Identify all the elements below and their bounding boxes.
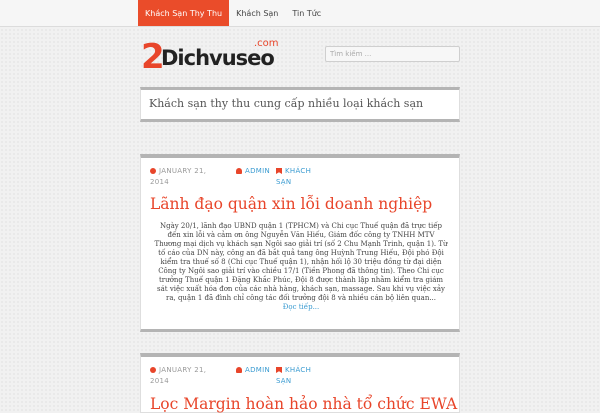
post-excerpt-text: Ngày 20/1, lãnh đạo UBND quận 1 (TPHCM) và Chi cục Thuế quận đã trực tiếp đến xin lỗi và cảm ơn ông Nguyễn Văn Hiếu, Giám đốc công ty TNHH MTV Thương mại dịch vụ khách sạn Ngôi sao giải trí (số 2 Chu Mạnh Trinh, quận 1). Từ tố cáo của DN này, công an đã bắt quả tang ông Huỳnh Trung Hiếu, Đội phó Đội kiểm tra thuế số 8 (Chi cục Thuế quận 1), nhận hối lộ 30 triệu đồng từ đại diện Công ty Ngôi sao giải trí vào chiều 17/1 (Tiền Phong đã thông tin). Theo Chi cục trưởng Thuế quận 1 Đặng Khắc Phúc, Đội 8 được thành lập nhằm kiểm tra giám sát việc xuất hóa đơn của các nhà hàng, khách sạn, massage. Sau khi vụ việc xảy ra, quận 1 đã đình chỉ công tác đối trưởng đội 8 và nhiều cán bộ liên quan... bbox=[154, 222, 448, 302]
user-icon bbox=[236, 367, 242, 373]
post-title[interactable]: Lọc Margin hoàn hảo nhà tổ chức EWA bbox=[150, 395, 458, 413]
post-category-link[interactable]: KHÁCH bbox=[285, 366, 312, 374]
site-logo[interactable] bbox=[141, 38, 281, 76]
post-category-link-cont[interactable]: SẠN bbox=[276, 178, 292, 186]
post-date-line1: JANUARY 21, bbox=[159, 366, 207, 374]
post-date bbox=[150, 166, 220, 188]
read-more-link[interactable]: Đọc tiếp... bbox=[282, 303, 320, 311]
post-excerpt bbox=[153, 222, 449, 312]
logo-wordmark: Dichvuseo bbox=[161, 46, 274, 70]
post-title[interactable]: Lãnh đạo quận xin lỗi doanh nghiệp bbox=[150, 195, 433, 213]
nav-item-khach-san-thy-thu[interactable]: Khách Sạn Thy Thu bbox=[138, 0, 229, 26]
logo-numeral: 2 bbox=[141, 37, 163, 77]
post-category bbox=[276, 166, 326, 188]
post-card bbox=[140, 353, 460, 413]
clock-icon bbox=[150, 168, 156, 174]
main-nav bbox=[138, 0, 328, 26]
post-author bbox=[236, 166, 270, 177]
post-category-link-cont[interactable]: SẠN bbox=[276, 377, 292, 385]
post-author bbox=[236, 365, 270, 376]
post-author-link[interactable]: ADMIN bbox=[245, 167, 271, 175]
post-date-line2: 2014 bbox=[150, 178, 170, 186]
post-author-link[interactable]: ADMIN bbox=[245, 366, 271, 374]
post-category bbox=[276, 365, 326, 387]
nav-item-tin-tuc[interactable]: Tin Tức bbox=[292, 9, 322, 18]
user-icon bbox=[236, 168, 242, 174]
clock-icon bbox=[150, 367, 156, 373]
post-category-link[interactable]: KHÁCH bbox=[285, 167, 312, 175]
top-bar bbox=[0, 0, 600, 27]
site-banner bbox=[140, 87, 460, 122]
post-card bbox=[140, 154, 460, 332]
post-date-line2: 2014 bbox=[150, 377, 170, 385]
nav-item-khach-san[interactable]: Khách Sạn bbox=[236, 9, 279, 18]
logo-domain-suffix: .com bbox=[254, 38, 279, 49]
post-date-line1: JANUARY 21, bbox=[159, 167, 207, 175]
search-input[interactable] bbox=[325, 46, 460, 62]
site-tagline: Khách sạn thy thu cung cấp nhiều loại khách sạn bbox=[149, 97, 424, 110]
post-date bbox=[150, 365, 220, 387]
